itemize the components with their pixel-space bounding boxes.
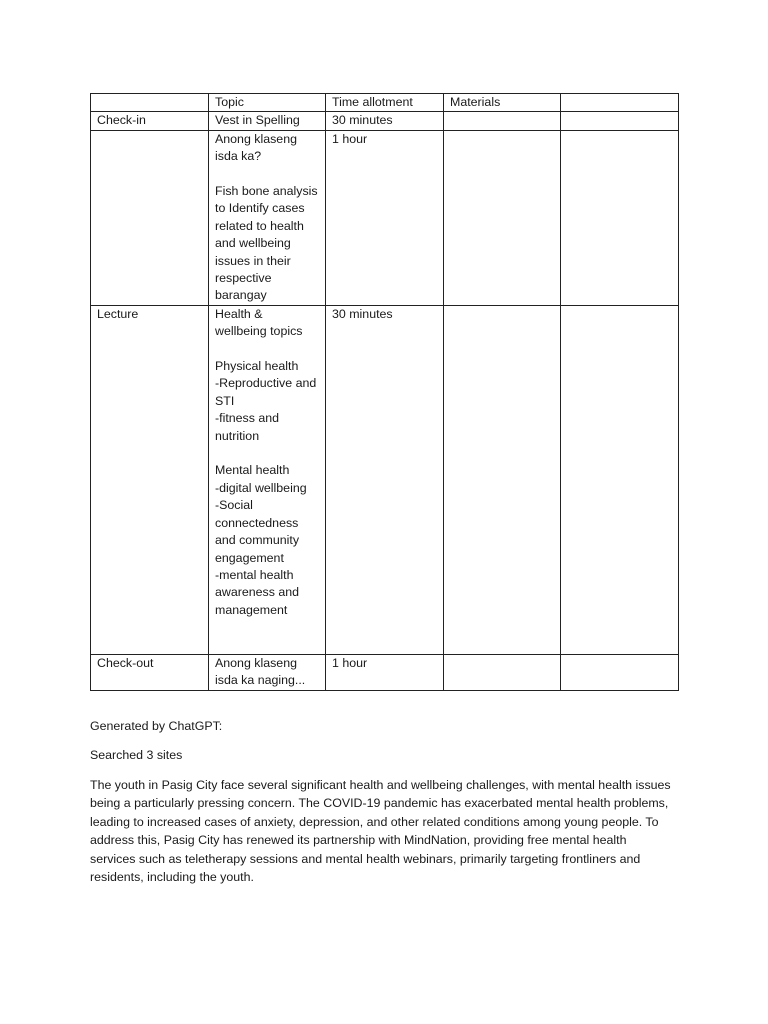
topic-line: Physical health bbox=[215, 359, 299, 374]
topic-line bbox=[215, 637, 319, 654]
table-header-row bbox=[91, 94, 679, 112]
extra-cell bbox=[561, 112, 679, 130]
topic-line: related to health bbox=[215, 218, 304, 233]
time-cell: 30 minutes bbox=[326, 112, 444, 130]
topic-line bbox=[215, 445, 319, 462]
table-row bbox=[91, 112, 679, 130]
topic-line: -fitness and bbox=[215, 411, 280, 426]
topic-line: -Social bbox=[215, 498, 253, 513]
materials-cell bbox=[444, 130, 561, 305]
topic-line bbox=[215, 341, 319, 358]
topic-line: Health & bbox=[215, 306, 263, 321]
body-paragraph bbox=[90, 776, 690, 886]
session-plan-table bbox=[90, 93, 679, 691]
topic-line: engagement bbox=[215, 550, 284, 565]
topic-line: management bbox=[215, 602, 288, 617]
table-row bbox=[91, 305, 679, 654]
paragraph-line: being a particularly pressing concern. The COVID-19 pandemic has exacerbated mental health problems, bbox=[90, 796, 669, 811]
topic-line: Vest in Spelling bbox=[215, 113, 300, 128]
topic-line: respective bbox=[215, 271, 272, 286]
topic-line: STI bbox=[215, 393, 235, 408]
extra-cell bbox=[561, 654, 679, 690]
materials-cell bbox=[444, 112, 561, 130]
topic-line: Fish bone analysis bbox=[215, 184, 318, 199]
header-cell bbox=[91, 94, 209, 112]
topic-line: connectedness bbox=[215, 515, 299, 530]
paragraph-line: address this, Pasig City has renewed its partnership with MindNation, providing free mental health bbox=[90, 833, 627, 848]
header-cell bbox=[561, 94, 679, 112]
table-row bbox=[91, 654, 679, 690]
topic-line bbox=[215, 166, 319, 183]
paragraph-line: residents, including the youth. bbox=[90, 870, 254, 885]
time-cell: 1 hour bbox=[326, 130, 444, 305]
topic-cell bbox=[209, 130, 326, 305]
activity-cell: Check-out bbox=[91, 654, 209, 690]
topic-line: wellbeing topics bbox=[215, 324, 303, 339]
extra-cell bbox=[561, 130, 679, 305]
topic-line: and wellbeing bbox=[215, 236, 291, 251]
materials-cell bbox=[444, 654, 561, 690]
topic-line: -mental health bbox=[215, 567, 294, 582]
topic-cell bbox=[209, 112, 326, 130]
paragraph-line: leading to increased cases of anxiety, depression, and other related conditions among young people. To bbox=[90, 814, 659, 829]
paragraph-line: The youth in Pasig City face several significant health and wellbeing challenges, with mental health issues bbox=[90, 778, 671, 792]
extra-cell bbox=[561, 305, 679, 654]
activity-cell bbox=[91, 130, 209, 305]
generated-by-label: Generated by ChatGPT: bbox=[90, 719, 223, 733]
topic-cell bbox=[209, 654, 326, 690]
topic-line: issues in their bbox=[215, 253, 291, 268]
activity-cell: Check-in bbox=[91, 112, 209, 130]
searched-sites-label: Searched 3 sites bbox=[90, 748, 183, 762]
topic-line: nutrition bbox=[215, 428, 260, 443]
topic-line: Mental health bbox=[215, 463, 290, 478]
header-topic: Topic bbox=[209, 94, 326, 112]
time-cell: 30 minutes bbox=[326, 305, 444, 654]
topic-line: to Identify cases bbox=[215, 201, 305, 216]
topic-line: -Reproductive and bbox=[215, 376, 317, 391]
topic-line: and community bbox=[215, 533, 300, 548]
topic-line: isda ka naging... bbox=[215, 673, 306, 688]
header-materials: Materials bbox=[444, 94, 561, 112]
topic-line: -digital wellbeing bbox=[215, 480, 307, 495]
materials-cell bbox=[444, 305, 561, 654]
topic-line: Anong klaseng bbox=[215, 131, 297, 146]
header-time-allotment: Time allotment bbox=[326, 94, 444, 112]
activity-cell: Lecture bbox=[91, 305, 209, 654]
time-cell: 1 hour bbox=[326, 654, 444, 690]
topic-line bbox=[215, 619, 319, 636]
topic-line: awareness and bbox=[215, 585, 300, 600]
paragraph-line: services such as teletherapy sessions and mental health webinars, primarily targeting frontliners and bbox=[90, 851, 641, 866]
topic-line: Anong klaseng bbox=[215, 655, 297, 670]
topic-cell bbox=[209, 305, 326, 654]
table-row bbox=[91, 130, 679, 305]
topic-line: isda ka? bbox=[215, 149, 262, 164]
topic-line: barangay bbox=[215, 288, 267, 303]
